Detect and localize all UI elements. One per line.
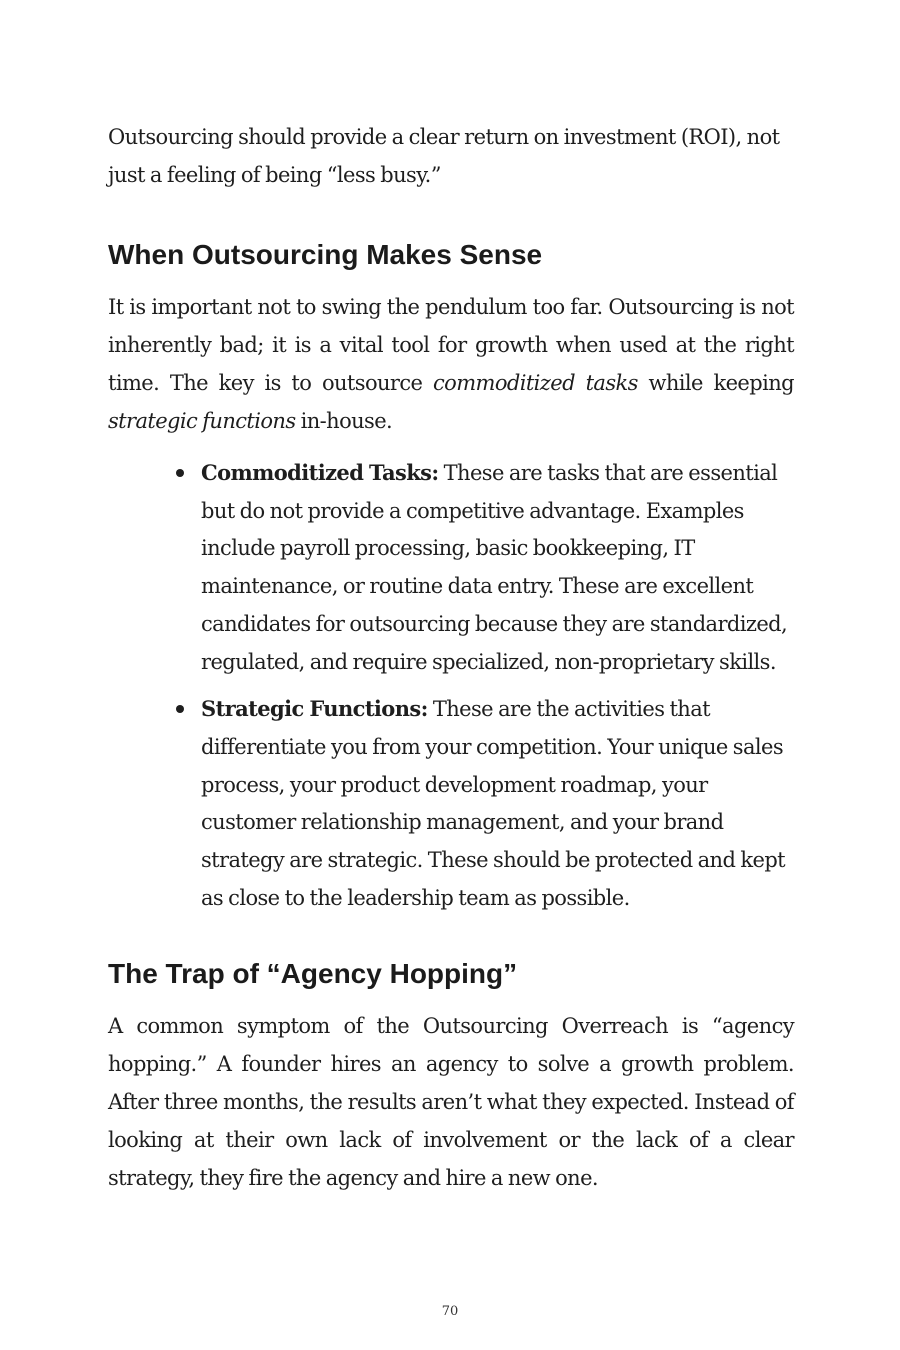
section-heading-agency-hopping: The Trap of “Agency Hopping” — [108, 958, 518, 990]
page-content — [108, 118, 794, 1197]
bullet-icon — [176, 705, 184, 713]
bullet-icon — [176, 469, 184, 477]
page-number: 70 — [441, 1304, 459, 1319]
paragraph-text: in-house. — [295, 409, 393, 433]
list-item-commoditized-tasks — [201, 454, 794, 681]
section-heading-when-outsourcing: When Outsourcing Makes Sense — [108, 239, 543, 270]
emphasis-commoditized-tasks: commoditized tasks — [433, 371, 638, 395]
bullet-term: Commoditized Tasks: — [201, 460, 439, 485]
list-item-strategic-functions — [201, 690, 794, 917]
paragraph-text: It is important not to swing the pendulum too far. Outsourcing is not inherently bad; it is a vital tool for growth when used at the right time. The key is to outsource — [108, 295, 794, 395]
agency-hopping-paragraph: A common symptom of the Outsourcing Overreach is “agency hopping.” A founder hires an agency to solve a growth problem. After three months, the results aren’t what they expected. Instead of looking at their own lack of involvement or the lack of a clear strategy, they fire the agency and hire a new one. — [108, 1014, 794, 1191]
bullet-text: These are tasks that are essential but do not provide a competitive advantage. Examples include payroll processing, basic bookkeeping, IT maintenance, or routine data entry. These are excellent candidates for outsourcing because they are standardized, regulated, and require specialized, non-proprietary skills. — [201, 461, 788, 674]
intro-paragraph: Outsourcing should provide a clear return on investment (ROI), not just a feeling of being “less busy.” — [108, 125, 780, 187]
bullet-list — [108, 454, 794, 917]
bullet-text: These are the activities that differentiate you from your competition. Your unique sales process, your product development roadmap, your customer relationship management, and your brand strategy are strategic. These should be protected and kept as close to the leadership team as possible. — [201, 697, 786, 910]
bullet-term: Strategic Functions: — [201, 696, 428, 722]
when-outsourcing-paragraph — [108, 288, 794, 440]
paragraph-text: while keeping — [637, 371, 794, 395]
emphasis-strategic-functions: strategic functions — [108, 409, 296, 433]
